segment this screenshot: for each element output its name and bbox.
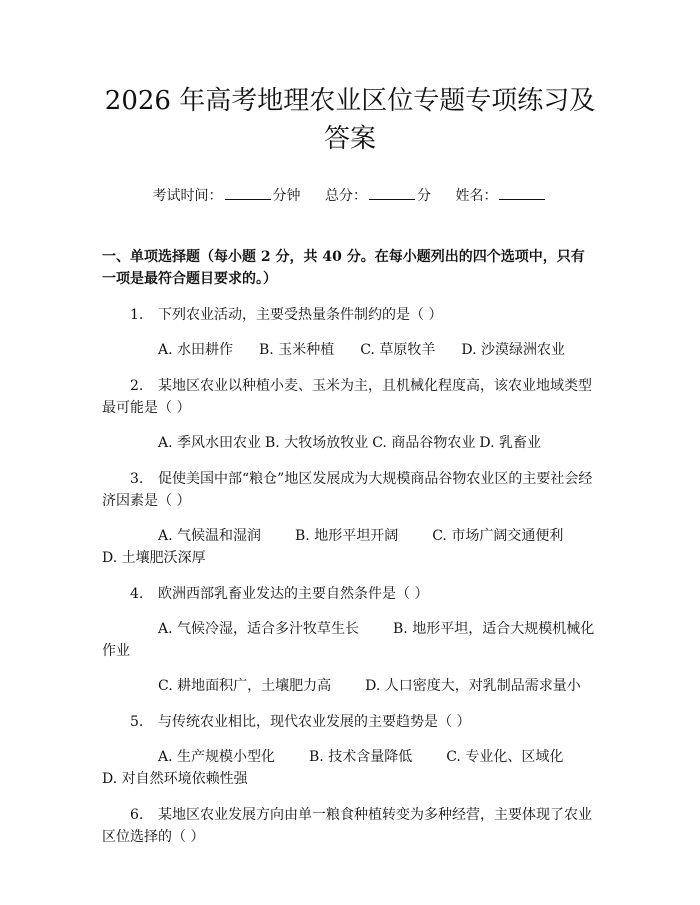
question-number: 5. [130, 714, 144, 730]
question-number: 6. [130, 807, 144, 823]
question-3-options [102, 525, 598, 569]
total-score-blank[interactable] [369, 187, 415, 200]
question-stem: 与传统农业相比，现代农业发展的主要趋势是（ ） [158, 714, 471, 730]
question-3 [102, 468, 598, 512]
option-a[interactable]: A. 气候冷湿，适合多汁牧草生长 [158, 621, 360, 637]
option-d[interactable]: D. 对自然环境依赖性强 [102, 771, 248, 787]
question-1 [102, 304, 598, 326]
question-number: 2. [130, 378, 144, 394]
option-c[interactable]: C. 市场广阔交通便利 [432, 528, 564, 544]
option-a[interactable]: A. 生产规模小型化 [158, 749, 276, 765]
option-d[interactable]: D. 土壤肥沃深厚 [102, 550, 206, 566]
option-b[interactable]: B. 玉米种植 [259, 342, 335, 358]
exam-time-unit: 分钟 [272, 188, 301, 204]
option-b[interactable]: B. 大牧场放牧业 [265, 435, 369, 451]
question-1-options [102, 339, 598, 361]
option-c[interactable]: C. 商品谷物农业 [372, 435, 476, 451]
question-4-options-ab [102, 618, 598, 662]
question-number: 1. [130, 307, 144, 323]
student-name-field [455, 186, 547, 206]
question-4-options-cd [102, 675, 598, 697]
question-number: 4. [130, 586, 144, 602]
question-stem: 某地区农业以种植小麦、玉米为主，且机械化程度高，该农业地域类型最可能是（ ） [102, 378, 592, 416]
question-stem: 促使美国中部“粮仓”地区发展成为大规模商品谷物农业区的主要社会经济因素是（ ） [102, 471, 593, 509]
question-stem: 下列农业活动，主要受热量条件制约的是（ ） [158, 307, 443, 323]
option-a[interactable]: A. 水田耕作 [158, 342, 234, 358]
option-a[interactable]: A. 气候温和湿润 [158, 528, 262, 544]
exam-time-blank[interactable] [225, 187, 271, 200]
option-c[interactable]: C. 草原牧羊 [360, 342, 436, 358]
question-5-options [102, 746, 598, 790]
option-b[interactable]: B. 技术含量降低 [309, 749, 413, 765]
question-4 [102, 583, 598, 605]
question-number: 3. [130, 471, 144, 487]
document-title: 2026 年高考地理农业区位专题专项练习及答案 [104, 86, 596, 154]
exam-time-label: 考试时间： [152, 188, 223, 204]
student-name-blank[interactable] [499, 187, 545, 200]
question-5 [102, 711, 598, 733]
exam-time-field [153, 186, 301, 206]
option-d[interactable]: D. 乳畜业 [479, 435, 541, 451]
option-d[interactable]: D. 人口密度大，对乳制品需求量小 [365, 678, 581, 694]
total-score-unit: 分 [417, 188, 431, 204]
option-a[interactable]: A. 季风水田农业 [158, 435, 262, 451]
option-b[interactable]: B. 地形平坦，适合大规模机械化作业 [102, 621, 595, 659]
question-stem: 欧洲西部乳畜业发达的主要自然条件是（ ） [158, 586, 429, 602]
option-b[interactable]: B. 地形平坦开阔 [295, 528, 399, 544]
option-c[interactable]: C. 耕地面积广，土壤肥力高 [158, 678, 332, 694]
total-score-label: 总分： [325, 188, 367, 204]
total-score-field [325, 186, 431, 206]
section-heading: 一、单项选择题（每小题 2 分，共 40 分。在每小题列出的四个选项中，只有一项是最符合题目要求的。） [102, 249, 585, 287]
question-6 [102, 804, 598, 848]
option-d[interactable]: D. 沙漠绿洲农业 [461, 342, 565, 358]
student-name-label: 姓名： [455, 188, 498, 204]
option-c[interactable]: C. 专业化、区域化 [446, 749, 564, 765]
question-2 [102, 375, 598, 419]
question-stem: 某地区农业发展方向由单一粮食种植转变为多种经营，主要体现了农业区位选择的（ ） [102, 807, 592, 845]
question-2-options [102, 432, 598, 454]
exam-info-bar [102, 186, 598, 206]
